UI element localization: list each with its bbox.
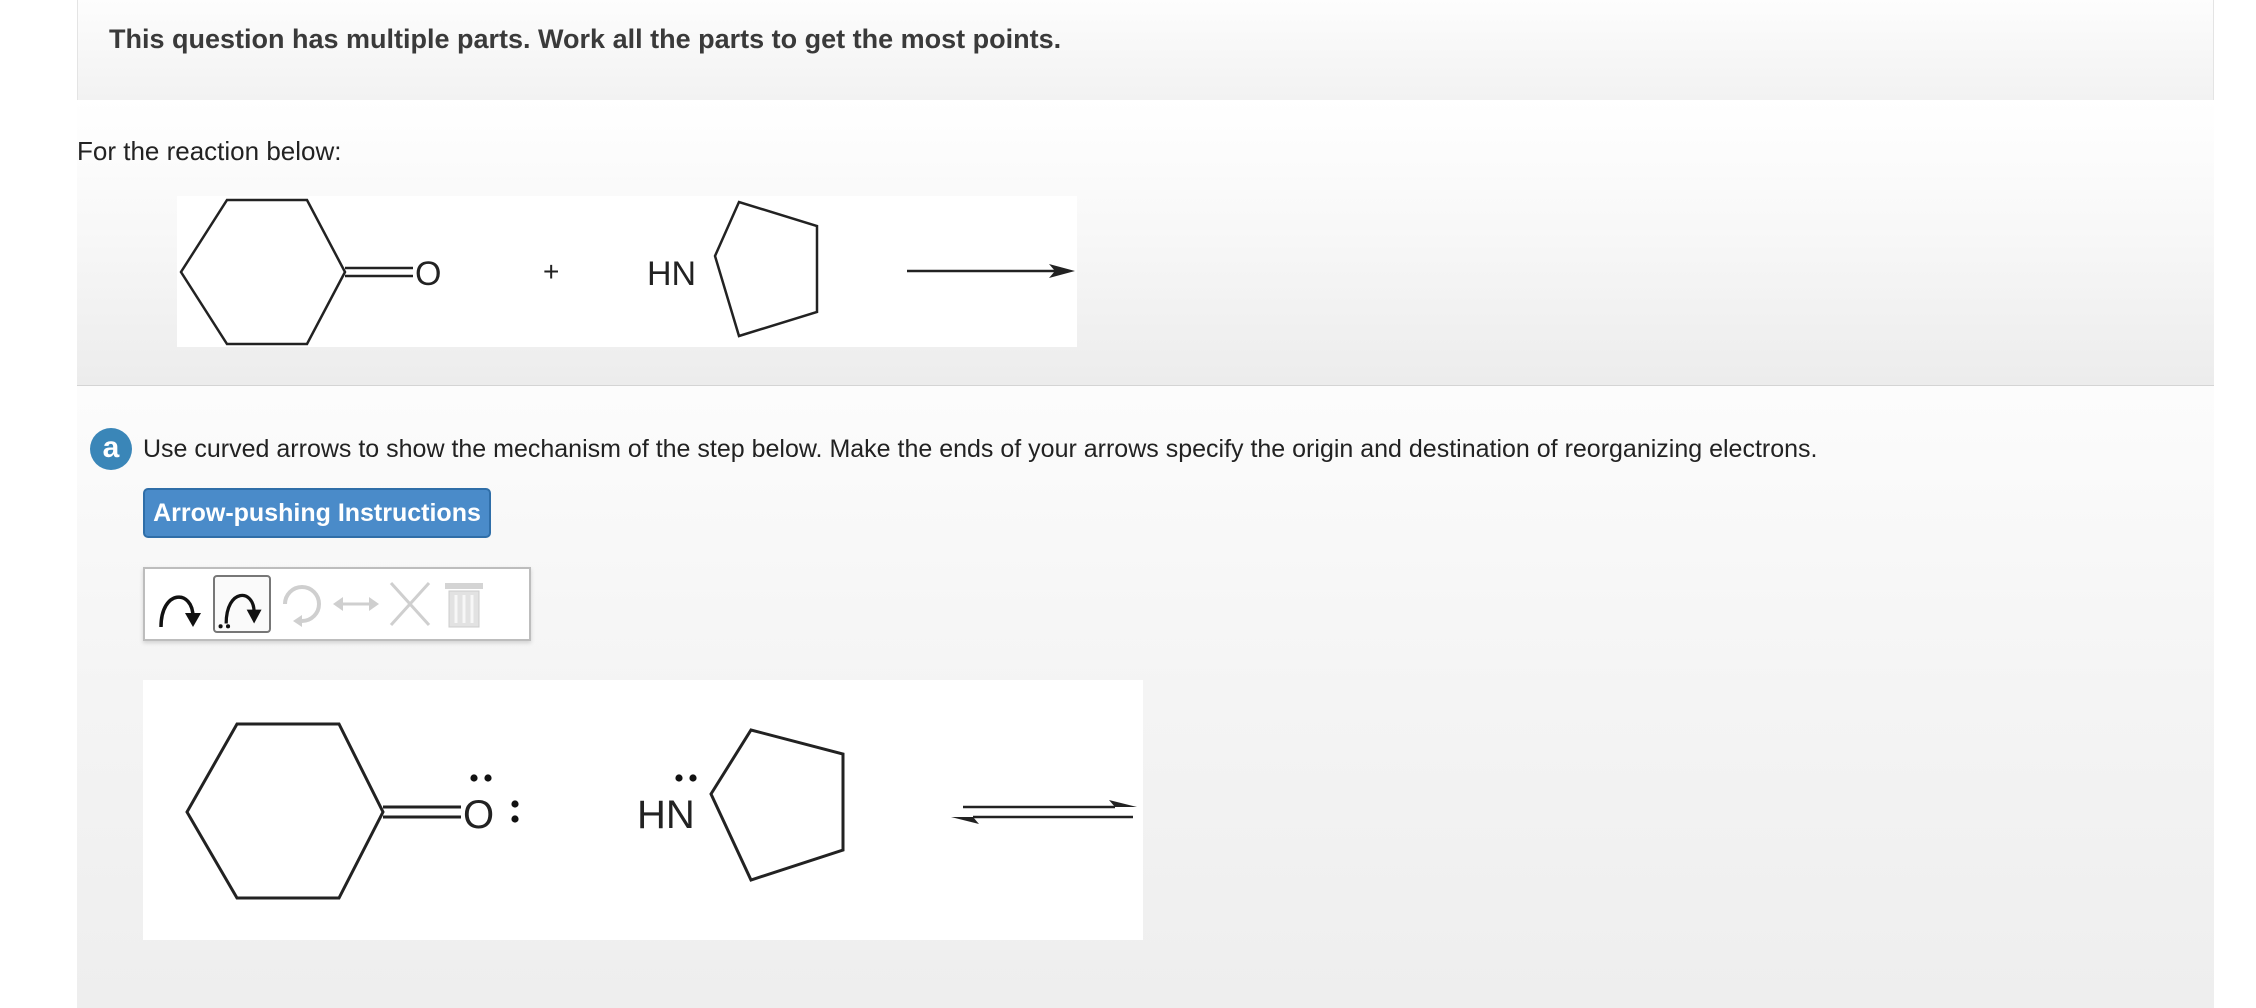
rotate-tool[interactable] <box>273 575 331 633</box>
multipart-banner <box>77 0 2214 100</box>
part-a-badge: a <box>90 428 132 470</box>
part-a-section <box>77 386 2214 1008</box>
curved-arrow-icon <box>151 575 209 633</box>
close-icon <box>381 575 439 633</box>
part-a-instruction: Use curved arrows to show the mechanism of the step below. Make the ends of your arrows specify the origin and destination of reorganizing electrons. <box>143 435 1818 463</box>
oxygen-label: O <box>463 793 495 837</box>
double-arrow-icon <box>327 575 385 633</box>
reaction-scheme-svg <box>177 196 1077 347</box>
plus-sign: + <box>543 256 560 287</box>
mechanism-drawing-area[interactable] <box>143 680 1143 940</box>
curved-arrow-tool[interactable] <box>151 575 209 633</box>
oxygen-lone-pair-right-2 <box>511 815 518 822</box>
trash-icon <box>435 575 493 633</box>
amine-label: HN <box>637 793 695 837</box>
oxygen-lone-pair-top-1 <box>470 774 477 781</box>
delete-tool[interactable] <box>381 575 439 633</box>
oxygen-lone-pair-right-1 <box>511 800 518 807</box>
arrow-toolbar <box>143 567 531 641</box>
oxygen-label: O <box>415 255 442 293</box>
trash-tool[interactable] <box>435 575 493 633</box>
oxygen-lone-pair-top-2 <box>484 774 491 781</box>
resize-tool[interactable] <box>327 575 385 633</box>
nitrogen-lone-pair-1 <box>675 774 682 781</box>
mechanism-svg <box>143 680 1143 940</box>
curved-arrow-lone-pair-tool[interactable] <box>213 575 271 633</box>
cyclohexane-ring <box>181 200 345 344</box>
curved-arrow-lone-pair-icon <box>215 577 269 631</box>
reaction-prompt: For the reaction below: <box>77 136 342 166</box>
pyrrolidine-ring <box>715 202 817 336</box>
reaction-panel <box>77 100 2214 386</box>
banner-text: This question has multiple parts. Work all the parts to get the most points. <box>109 24 1062 54</box>
arrow-pushing-instructions-button[interactable]: Arrow-pushing Instructions <box>143 488 491 538</box>
amine-label: HN <box>647 255 697 293</box>
rotate-icon <box>273 575 331 633</box>
nitrogen-lone-pair-2 <box>689 774 696 781</box>
pyrrolidine-ring <box>711 730 843 880</box>
cyclohexane-ring <box>187 724 383 898</box>
reaction-scheme <box>177 196 1077 347</box>
